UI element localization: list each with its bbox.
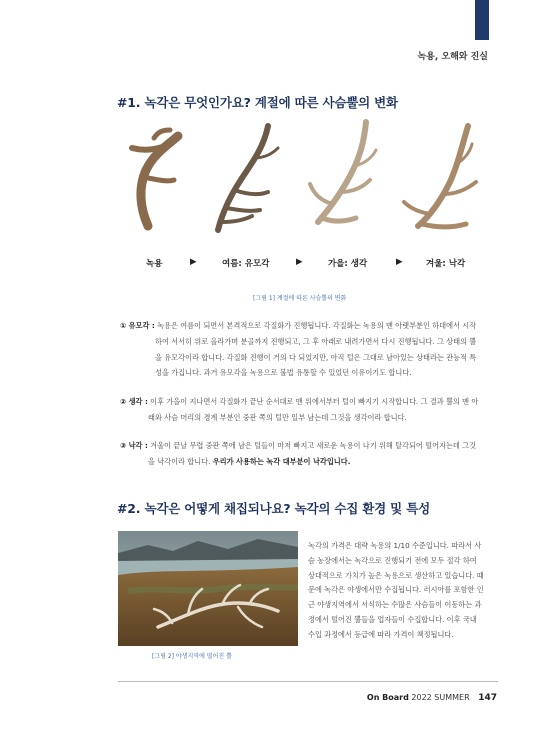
stage-label-autumn: 가을: 생각 bbox=[328, 259, 368, 269]
magazine-name: On Board bbox=[366, 693, 409, 702]
para-lead: ② 생각 : bbox=[120, 397, 148, 406]
stage-arrow: ▶ bbox=[190, 257, 197, 267]
paragraph-saenggak bbox=[120, 394, 488, 426]
para-line: 을 낙각이라 합니다. bbox=[148, 456, 211, 466]
para-line: 래와 사슴 머리의 경계 부분인 중판 쪽의 털만 일부 남는데 그것을 생각이라 합니다. bbox=[148, 412, 407, 422]
issue-label: 2022 SUMMER bbox=[411, 693, 470, 702]
top-accent-bar bbox=[475, 0, 489, 40]
para-lead: ③ 낙각 : bbox=[120, 441, 148, 450]
section2-title: #2. 녹각은 어떻게 채집되나요? 녹각의 수집 환경 및 특성 bbox=[117, 501, 430, 516]
footer-rule bbox=[118, 681, 498, 682]
body-line: 녹각의 가격은 대략 녹용의 1/10 수준입니다. 따라서 사 bbox=[308, 541, 482, 550]
stage-label-winter: 겨울: 낙각 bbox=[426, 259, 466, 269]
stage-labels bbox=[118, 257, 490, 271]
stage-arrow: ▶ bbox=[296, 257, 303, 267]
figure2-caption: [그림 2] 야생지역에 떨어진 뿔 bbox=[152, 653, 232, 660]
antler-summer bbox=[218, 126, 278, 230]
para-line: 이후 가을이 지나면서 각질화가 끝난 순서대로 맨 위에서부터 털이 빠지기 시작합니다. 그 결과 뿔의 맨 아 bbox=[150, 397, 479, 406]
para-line: 겨울이 끝날 무렵 중판 쪽에 남은 털들이 마저 빠지고 새로운 녹용이 나기 위해 탈각되어 떨어지는데 그것 bbox=[150, 441, 477, 450]
antler-winter bbox=[404, 126, 476, 227]
wild-antlers-photo bbox=[118, 531, 298, 646]
para-emphasis: 우리가 사용하는 녹각 대부분이 낙각입니다. bbox=[212, 456, 351, 466]
running-head: 녹용, 오해와 진실 bbox=[417, 52, 488, 62]
figure1-caption: [그림 1] 계절에 따른 사슴뿔의 변화 bbox=[253, 295, 347, 302]
stage-arrow: ▶ bbox=[396, 257, 403, 267]
paragraph-nakgak bbox=[120, 438, 488, 470]
antler-velvet bbox=[132, 130, 178, 226]
body-line: 근 야생지역에서 서식하는 수많은 사슴들이 이동하는 과 bbox=[308, 600, 482, 610]
body-line: 슴 농장에서는 녹각으로 진행되기 전에 모두 절각 하여 bbox=[308, 555, 477, 565]
para-lead: ① 유모각 : bbox=[120, 321, 155, 330]
para-line: 하여 서서히 위로 올라가며 분골까지 진행되고, 그 후 아래로 내려가면서 다시 진행됩니다. 그 상태의 뿔 bbox=[155, 336, 477, 346]
para-line: 성을 가집니다. 과거 유모각을 녹용으로 불법 유통할 수 있었던 이유이기도 합니다. bbox=[155, 368, 412, 378]
body-line: 정에서 떨어진 뿔들을 업자들이 수집합니다. 이후 국내 bbox=[308, 614, 477, 624]
section1-title: #1. 녹각은 무엇인가요? 계절에 따른 사슴뿔의 변화 bbox=[117, 95, 398, 110]
section2-body bbox=[308, 539, 490, 643]
antler-autumn bbox=[310, 122, 376, 222]
para-line: 을 유모각이라 합니다. 각질화 진행이 거의 다 되었지만, 아직 털은 그대로 남아있는 상태라는 관능적 특 bbox=[155, 352, 477, 362]
stage-label-summer: 여름: 유모각 bbox=[222, 259, 270, 269]
body-line: 문에 녹각은 야생에서만 수집됩니다. 러시아를 포함한 인 bbox=[308, 585, 484, 595]
antler-stages-illustration bbox=[118, 118, 490, 236]
paragraph-yumogak bbox=[120, 318, 488, 381]
page-footer bbox=[367, 693, 497, 703]
body-line: 수입 과정에서 등급에 따라 가격이 책정됩니다. bbox=[308, 629, 454, 639]
para-line: 녹용은 여름이 되면서 본격적으로 각질화가 진행됩니다. 각질화는 녹용의 맨 아랫부분인 하대에서 시작 bbox=[157, 321, 477, 330]
stage-label-velvet: 녹용 bbox=[146, 259, 163, 269]
page-number: 147 bbox=[478, 693, 497, 703]
body-line: 상대적으로 가치가 높은 녹용으로 생산하고 있습니다. 때 bbox=[308, 570, 484, 580]
